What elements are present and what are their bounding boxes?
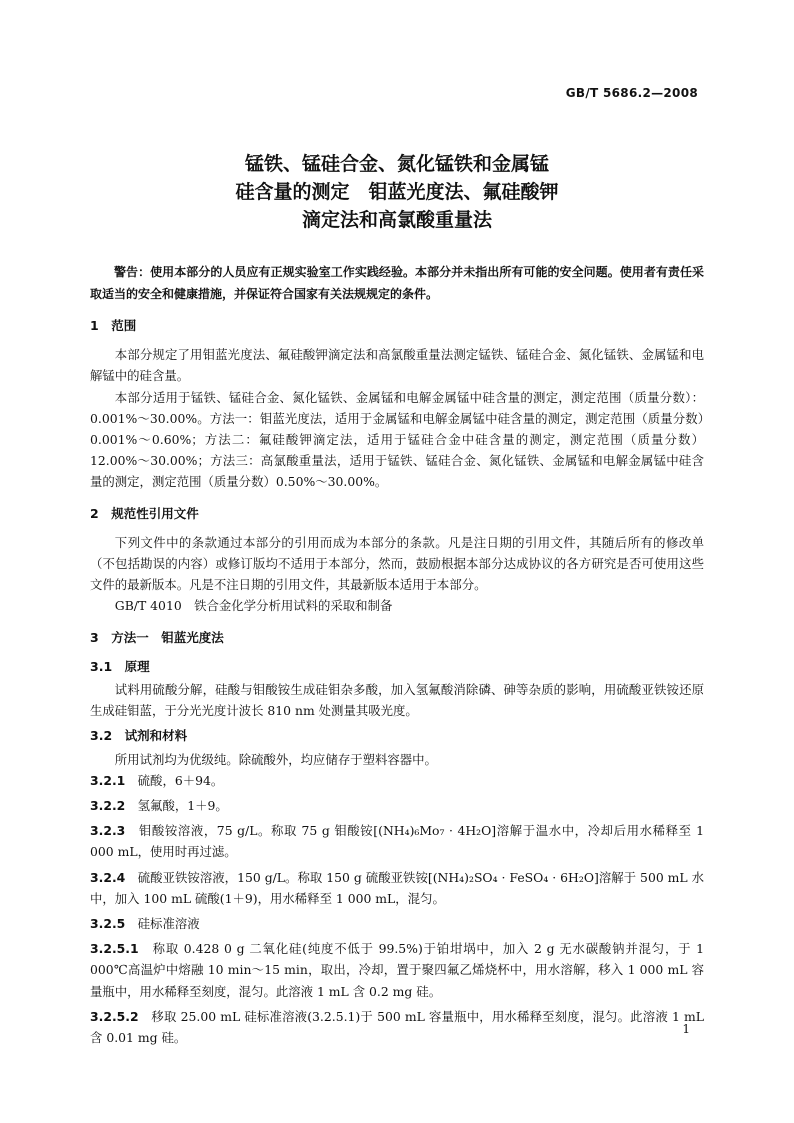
section-2-paragraph: 下列文件中的条款通过本部分的引用而成为本部分的条款。凡是注日期的引用文件，其随后所有的修改单（不包括勘误的内容）或修订版均不适用于本部分，然而，鼓励根据本部分达成协议的各方研究是否可使用这些文件的最新版本。凡是不注日期的引用文件，其最新版本适用于本部分。 xyxy=(90,534,704,593)
safety-warning: 警告：使用本部分的人员应有正规实验室工作实践经验。本部分并未指出所有可能的安全问题。使用者有责任采取适当的安全和健康措施，并保证符合国家有关法规规定的条件。 xyxy=(90,265,704,301)
section-2-heading: 2 规范性引用文件 xyxy=(90,505,199,521)
item-text: 硫酸亚铁铵溶液，150 g/L。称取 150 g 硫酸亚铁铵[(NH₄)₂SO₄ · FeSO₄ · 6H₂O]溶解于 500 mL 水中，加入 100 mL 硫酸(1＋9)，用水稀释至 1 000 mL，混匀。 xyxy=(90,869,705,906)
document-body xyxy=(90,262,704,1052)
reagent-item xyxy=(90,1006,704,1048)
item-number: 3.2.3 xyxy=(90,823,126,839)
section-3-2-heading: 3.2 试剂和材料 xyxy=(90,728,188,744)
reagent-item xyxy=(90,770,704,791)
reagent-item xyxy=(90,820,704,862)
item-number: 3.2.4 xyxy=(90,869,126,885)
section-3-heading: 3 方法一 钼蓝光度法 xyxy=(90,629,224,645)
item-text: 钼酸铵溶液，75 g/L。称取 75 g 钼酸铵[(NH₄)₆Mo₇ · 4H₂O]溶解于温水中，冷却后用水稀释至 1 000 mL，使用时再过滤。 xyxy=(90,823,704,860)
document-title xyxy=(0,150,794,234)
reagent-item xyxy=(90,913,704,934)
standard-number: GB/T 5686.2—2008 xyxy=(565,86,698,100)
section-1-paragraph-1: 本部分规定了用钼蓝光度法、氟硅酸钾滴定法和高氯酸重量法测定锰铁、锰硅合金、氮化锰铁、金属锰和电解锰中的硅含量。 xyxy=(90,347,704,384)
reagent-item xyxy=(90,795,704,816)
item-number: 3.2.5.1 xyxy=(90,941,139,957)
item-text: 硫酸，6＋94。 xyxy=(137,772,224,788)
section-3-2-text: 所用试剂均为优级纯。除硫酸外，均应储存于塑料容器中。 xyxy=(114,751,437,767)
section-3-1-heading: 3.1 原理 xyxy=(90,658,150,674)
item-text: 称取 0.428 0 g 二氧化硅(纯度不低于 99.5%)于铂坩埚中，加入 2 g 无水碳酸钠并混匀，于 1 000℃高温炉中熔融 10 min～15 min，取出，冷却，置于聚四氟乙烯烧杯中，用水溶解，移入 1 000 mL 容量瓶中，用水稀释至刻度，混匀。此溶液 1 mL 含 0.2 mg 硅。 xyxy=(90,941,705,999)
item-text: 硅标准溶液 xyxy=(137,916,200,932)
item-text: 移取 25.00 mL 硅标准溶液(3.2.5.1)于 500 mL 容量瓶中，用水稀释至刻度，混匀。此溶液 1 mL 含 0.01 mg 硅。 xyxy=(90,1008,705,1046)
title-line-2: 硅含量的测定 钼蓝光度法、氟硅酸钾 xyxy=(235,181,559,203)
title-line-1: 锰铁、锰硅合金、氮化锰铁和金属锰 xyxy=(244,153,549,175)
title-line-3: 滴定法和高氯酸重量法 xyxy=(301,209,492,231)
item-number: 3.2.1 xyxy=(90,772,126,788)
normative-reference: GB/T 4010 铁合金化学分析用试料的采取和制备 xyxy=(114,598,393,614)
item-number: 3.2.5.2 xyxy=(90,1008,139,1024)
item-number: 3.2.2 xyxy=(90,798,126,814)
section-1-paragraph-2: 本部分适用于锰铁、锰硅合金、氮化锰铁、金属锰和电解金属锰中硅含量的测定，测定范围（质量分数）：0.001%～30.00%。方法一：钼蓝光度法，适用于金属锰和电解金属锰中硅含量的测定，测定范围（质量分数）0.001%～0.60%；方法二：氟硅酸钾滴定法，适用于锰硅合金中硅含量的测定，测定范围（质量分数）12.00%～30.00%；方法三：高氯酸重量法，适用于锰铁、锰硅合金、氮化锰铁、金属锰和电解金属锰中硅含量的测定，测定范围（质量分数）0.50%～30.00%。 xyxy=(90,389,704,490)
section-1-heading: 1 范围 xyxy=(90,318,137,333)
reagent-item xyxy=(90,938,704,1002)
page-number: 1 xyxy=(682,1022,690,1036)
section-3-1-text: 试料用硫酸分解，硅酸与钼酸铵生成硅钼杂多酸，加入氢氟酸消除磷、砷等杂质的影响，用硫酸亚铁铵还原生成硅钼蓝，于分光光度计波长 810 nm 处测量其吸光度。 xyxy=(90,682,704,719)
item-text: 氢氟酸，1＋9。 xyxy=(137,798,228,814)
reagent-item xyxy=(90,867,704,909)
item-number: 3.2.5 xyxy=(90,916,126,932)
